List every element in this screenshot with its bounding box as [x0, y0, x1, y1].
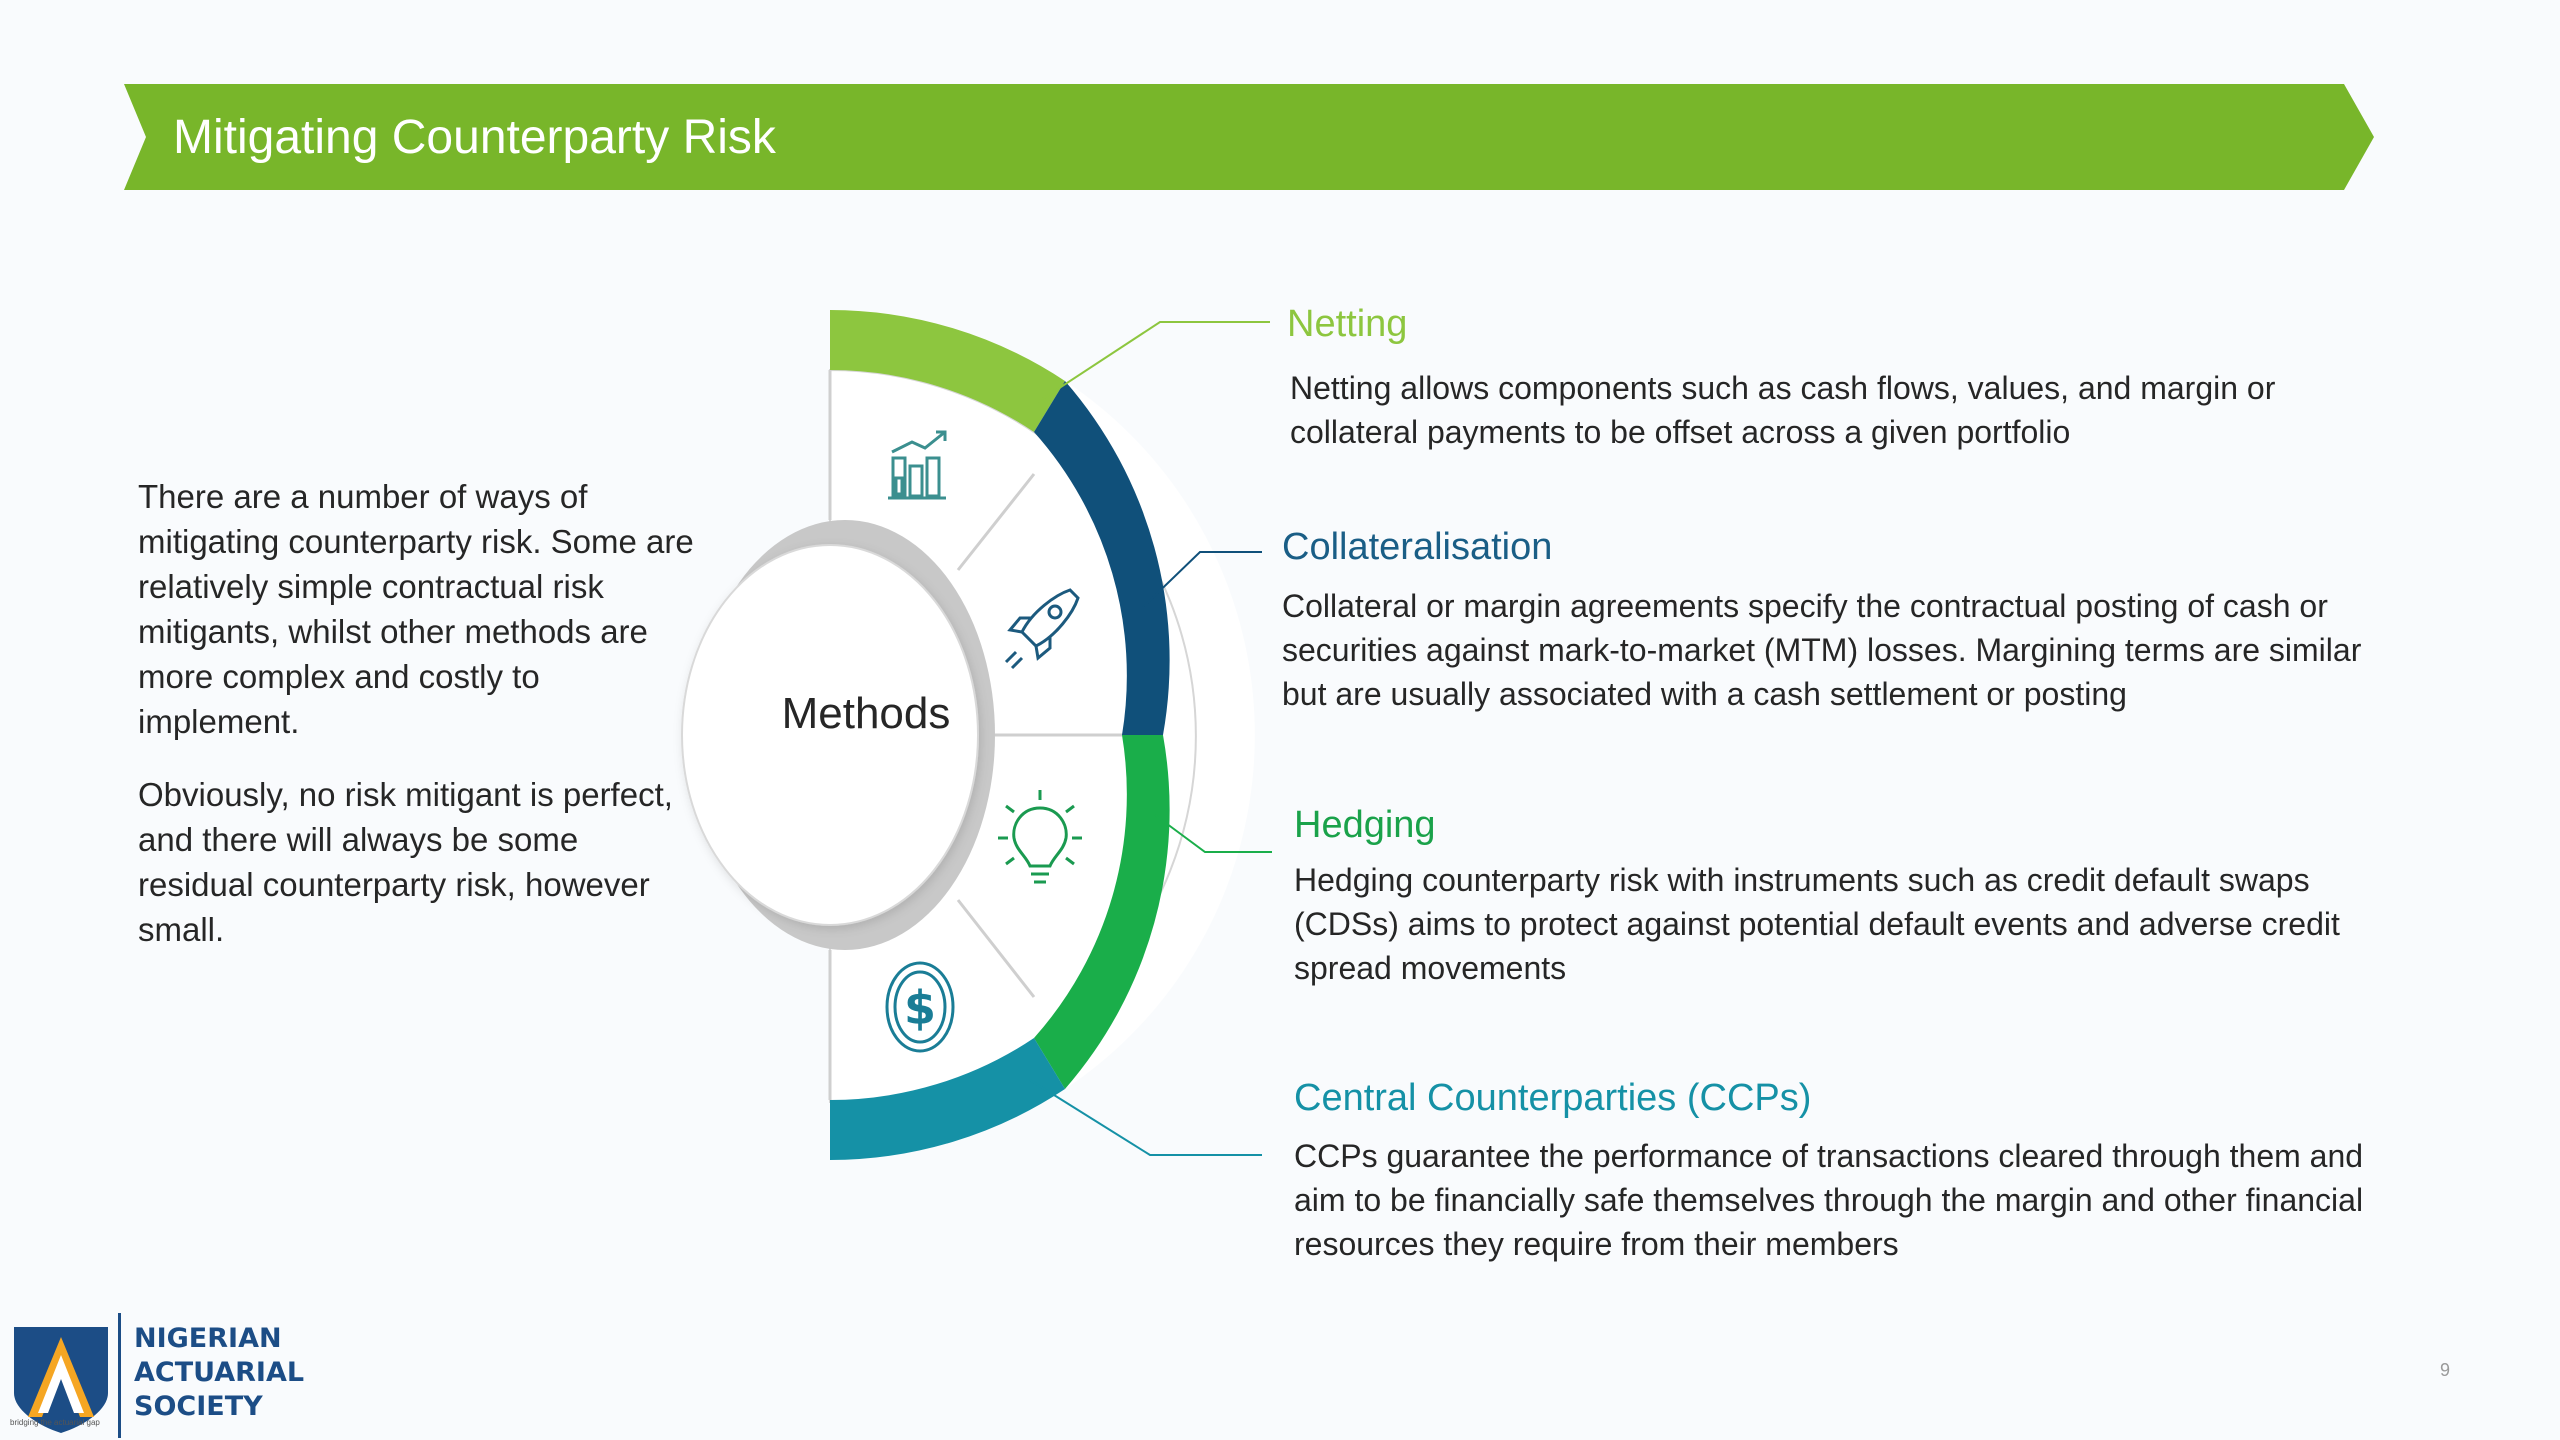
- logo-wordmark: [134, 1322, 304, 1424]
- intro-paragraph-2: Obviously, no risk mitigant is perfect, and there will always be some residual counterparty risk, however small.: [138, 776, 673, 948]
- intro-paragraph-1: There are a number of ways of mitigating counterparty risk. Some are relatively simple contractual risk mitigants, whilst other methods are more complex and costly to implement.: [138, 478, 694, 740]
- method-desc-hedging: Hedging counterparty risk with instruments such as credit default swaps (CDSs) aims to protect against potential default events and adverse credit spread movements: [1294, 862, 2340, 986]
- method-title-ccps: Central Counterparties (CCPs): [1294, 1077, 1812, 1119]
- method-title-hedging: Hedging: [1294, 804, 1436, 846]
- method-desc-collateralisation: Collateral or margin agreements specify the contractual posting of cash or securities against mark-to-market (MTM) losses. Margining terms are similar but are usually associated with a cash settlement or posting: [1282, 588, 2362, 712]
- method-title-netting: Netting: [1287, 303, 1408, 345]
- connector-ccps: [1030, 1080, 1262, 1155]
- svg-text:$: $: [903, 981, 937, 1035]
- center-label: Methods: [781, 689, 951, 738]
- logo-line-2: ACTUARIAL: [134, 1357, 305, 1388]
- method-desc-ccps: CCPs guarantee the performance of transactions cleared through them and aim to be financially safe themselves through the margin and other financial resources they require from their members: [1294, 1138, 2364, 1262]
- page-number: 9: [2440, 1360, 2451, 1380]
- logo-line-1: NIGERIAN: [134, 1323, 282, 1354]
- logo-tagline: bridging the actuarial gap: [10, 1418, 100, 1427]
- slide-title: Mitigating Counterparty Risk: [173, 111, 776, 164]
- method-desc-netting: Netting allows components such as cash flows, values, and margin or collateral payments to be offset across a given portfolio: [1290, 370, 2276, 450]
- method-title-collateralisation: Collateralisation: [1282, 526, 1553, 568]
- logo-line-3: SOCIETY: [134, 1391, 263, 1422]
